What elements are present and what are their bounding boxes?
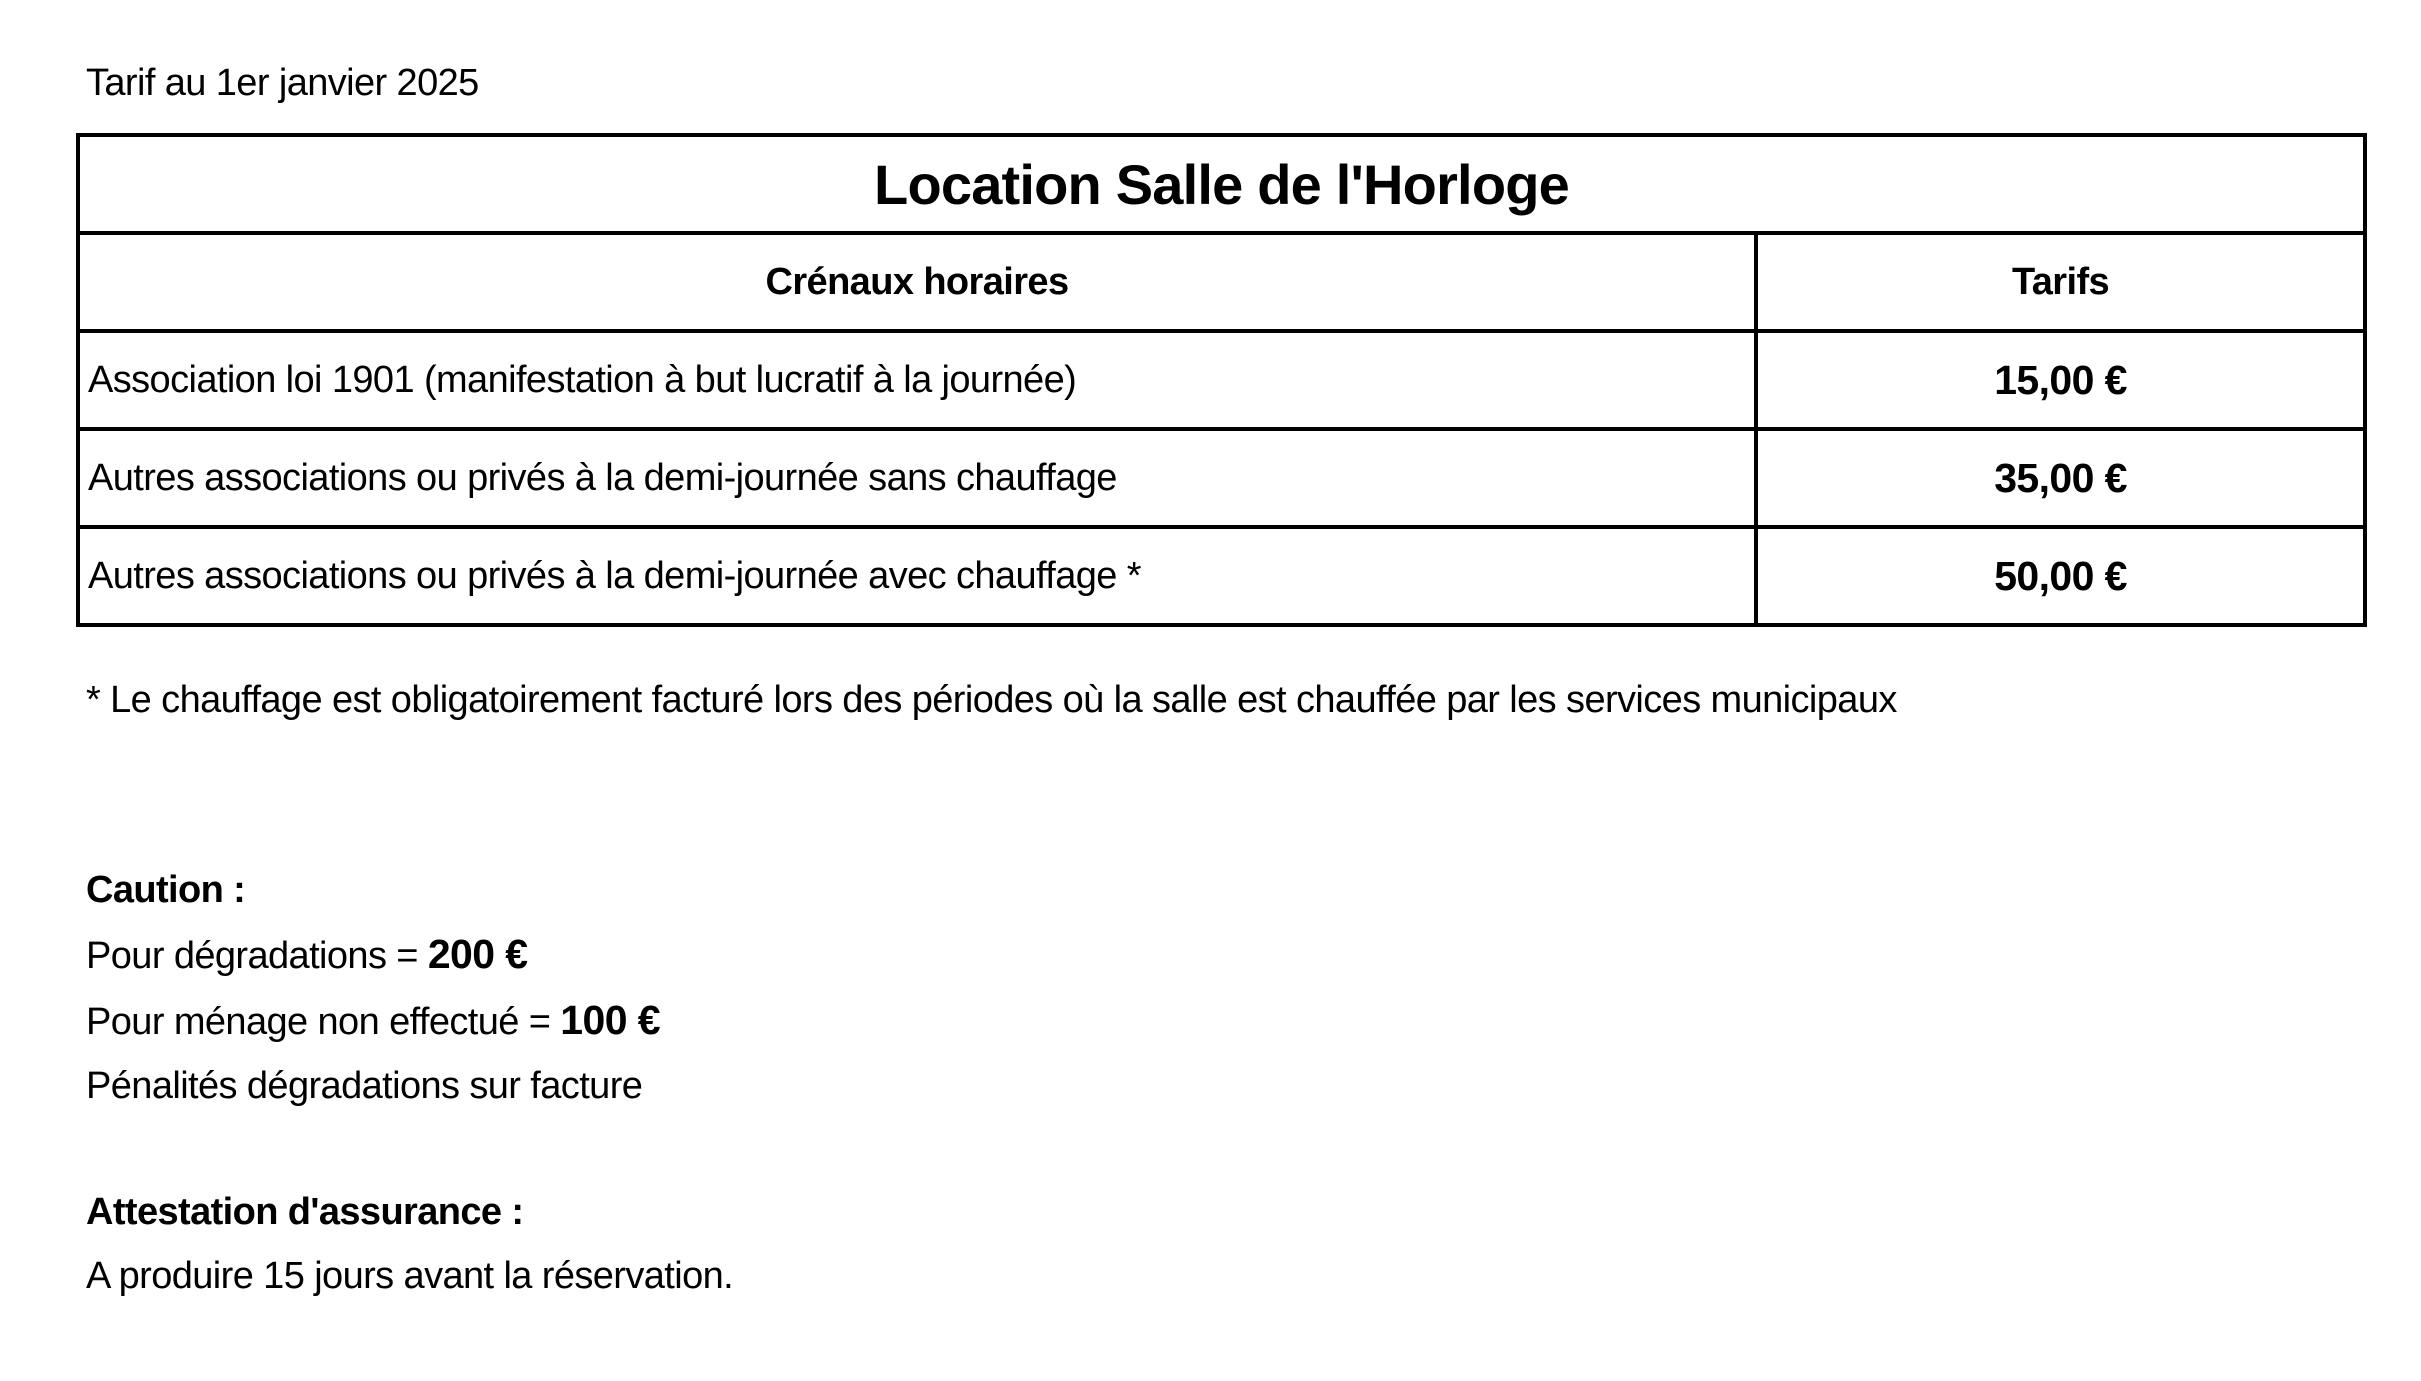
- caution-degradations-line: [86, 922, 660, 988]
- column-header-prices: Tarifs: [1756, 233, 2365, 331]
- table-row: [78, 429, 2365, 527]
- tariff-date: Tarif au 1er janvier 2025: [86, 62, 479, 104]
- insurance-text: A produire 15 jours avant la réservation.: [86, 1255, 734, 1297]
- row-label: Autres associations ou privés à la demi-journée avec chauffage *: [78, 527, 1756, 625]
- caution-menage-label: Pour ménage non effectué =: [86, 1001, 561, 1043]
- row-label: Autres associations ou privés à la demi-journée sans chauffage: [78, 429, 1756, 527]
- heating-footnote: * Le chauffage est obligatoirement facturé lors des périodes où la salle est chauffée par les services municipaux: [86, 679, 1897, 721]
- table-title: Location Salle de l'Horloge: [78, 135, 2365, 233]
- row-price: 35,00 €: [1756, 429, 2365, 527]
- table-header-row: [78, 233, 2365, 331]
- caution-penalites: Pénalités dégradations sur facture: [86, 1065, 643, 1107]
- caution-degradations-amount: 200 €: [427, 931, 528, 977]
- row-label: Association loi 1901 (manifestation à but lucratif à la journée): [78, 331, 1756, 429]
- insurance-section: [86, 1180, 733, 1308]
- caution-degradations-label: Pour dégradations =: [86, 935, 428, 977]
- table-row: [78, 527, 2365, 625]
- insurance-heading: Attestation d'assurance :: [86, 1191, 524, 1233]
- column-header-slots: Crénaux horaires: [78, 233, 1756, 331]
- caution-menage-line: [86, 988, 660, 1054]
- rental-rate-table: [76, 133, 2367, 627]
- caution-menage-amount: 100 €: [560, 997, 660, 1043]
- table-title-row: [78, 135, 2365, 233]
- caution-section: [86, 858, 660, 1118]
- row-price: 50,00 €: [1756, 527, 2365, 625]
- table-row: [78, 331, 2365, 429]
- row-price: 15,00 €: [1756, 331, 2365, 429]
- caution-heading: Caution :: [86, 869, 246, 911]
